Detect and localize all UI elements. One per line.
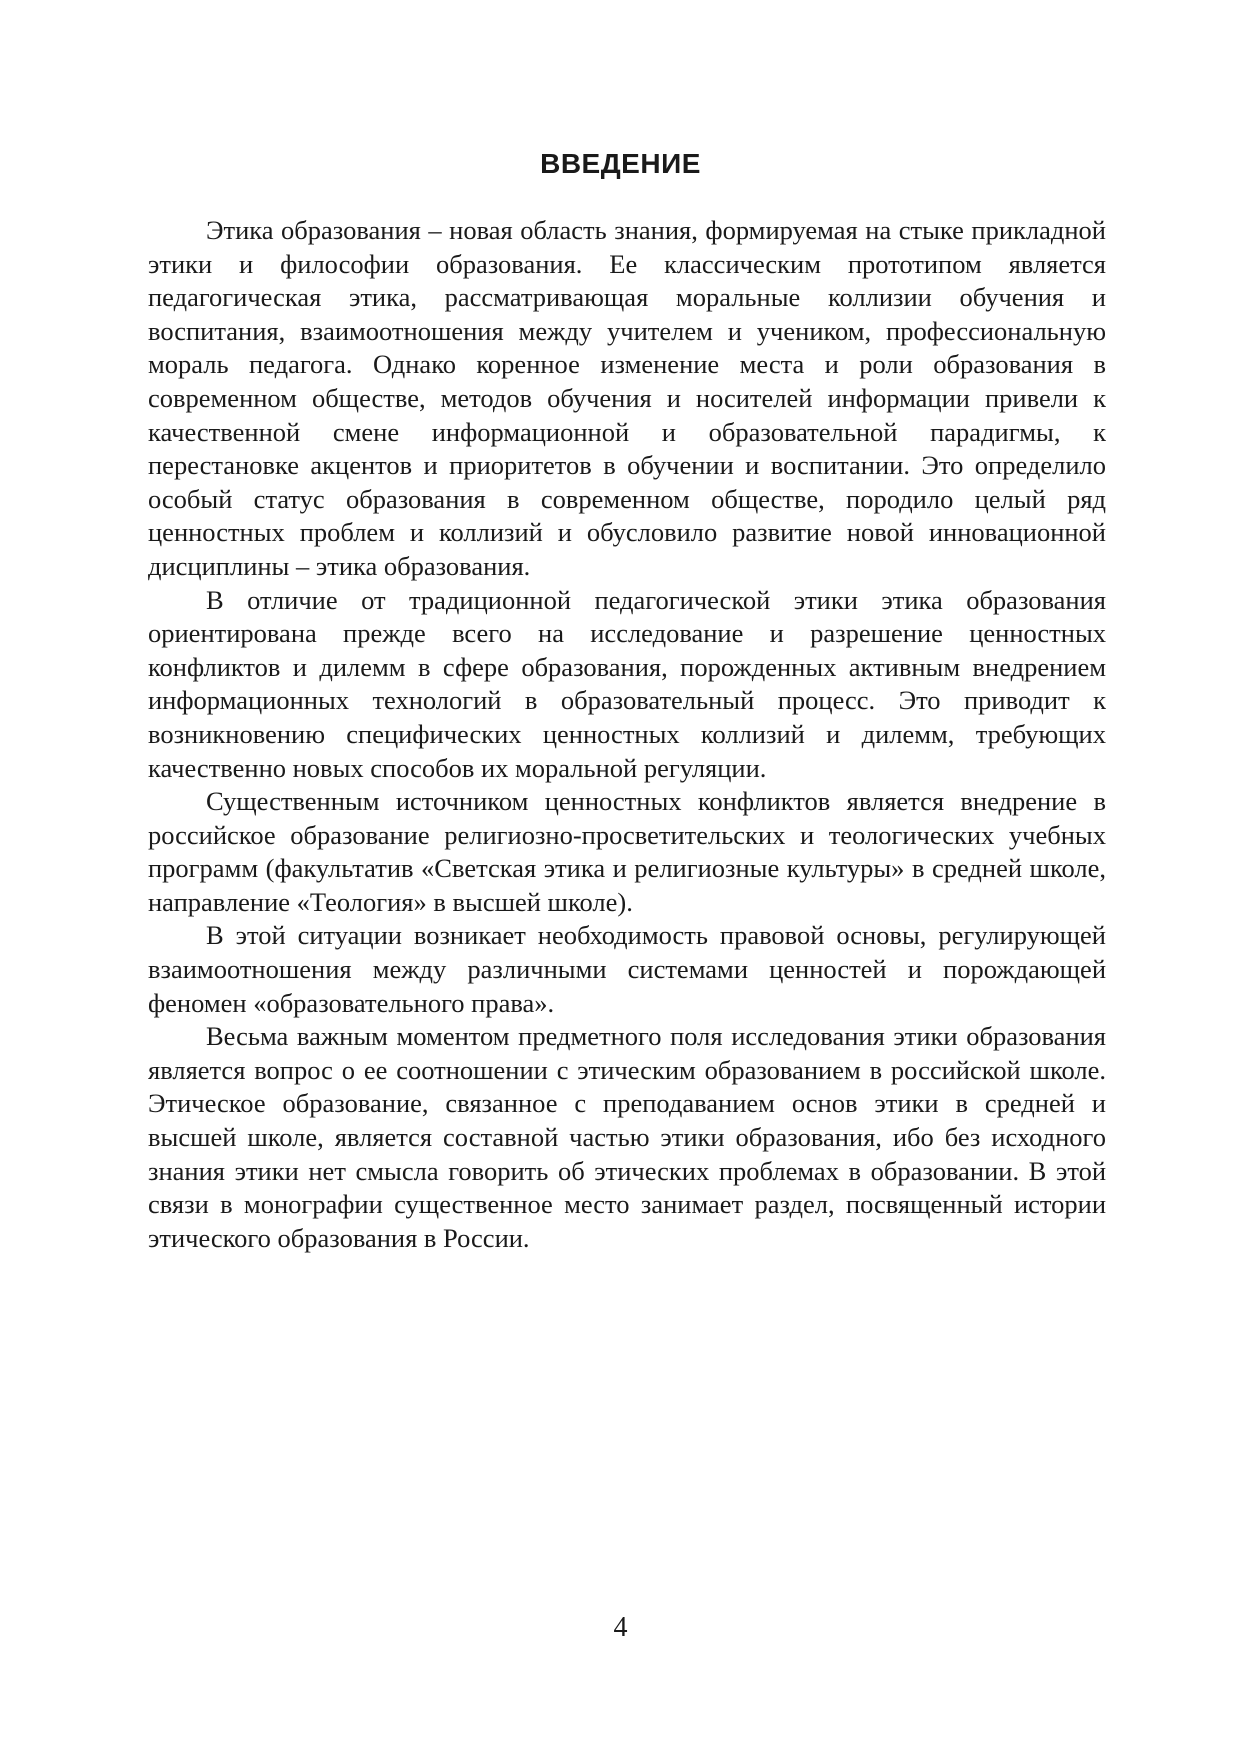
paragraph-4: В этой ситуации возникает необходимость правовой основы, регулирующей взаимоотношения между различными системами ценностей и порождающей феномен «образовательного права». bbox=[148, 920, 1106, 1018]
paragraph-5: Весьма важным моментом предметного поля исследования этики образования является вопрос о ее соотношении с этическим образованием в российской школе. Этическое образование, связанное с преподаванием основ этики в средней и высшей школе, является составной частью этики образования, ибо без исходного знания этики нет смысла говорить об этических проблемах в образовании. В этой связи в монографии существенное место занимает раздел, посвященный истории этического образования в России. bbox=[148, 1021, 1106, 1253]
body-text bbox=[148, 214, 1106, 1255]
paragraph-3: Существенным источником ценностных конфликтов является внедрение в российское образование религиозно-просветительских и теологических учебных программ (факультатив «Светская этика и религиозные культуры» в средней школе, направление «Теология» в высшей школе). bbox=[148, 786, 1106, 917]
paragraph-1: Этика образования – новая область знания, формируемая на стыке прикладной этики и философии образования. Ее классическим прототипом является педагогическая этика, рассматривающая моральные коллизии обучения и воспитания, взаимоотношения между учителем и учеником, профессиональную мораль педагога. Однако коренное изменение места и роли образования в современном обществе, методов обучения и носителей информации привели к качественной смене информационной и образовательной парадигмы, к перестановке акцентов и приоритетов в обучении и воспитании. Это определило особый статус образования в современном обществе, породило целый ряд ценностных проблем и коллизий и обусловило развитие новой инновационной дисциплины – этика образования. bbox=[148, 215, 1106, 581]
paragraph-2: В отличие от традиционной педагогической этики этика образования ориентирована прежде всего на исследование и разрешение ценностных конфликтов и дилемм в сфере образования, порожденных активным внедрением информационных технологий в образовательный процесс. Это приводит к возникновению специфических ценностных коллизий и дилемм, требующих качественно новых способов их моральной регуляции. bbox=[148, 584, 1106, 783]
section-heading: ВВЕДЕНИЕ bbox=[540, 148, 701, 179]
page-number: 4 bbox=[613, 1612, 628, 1643]
